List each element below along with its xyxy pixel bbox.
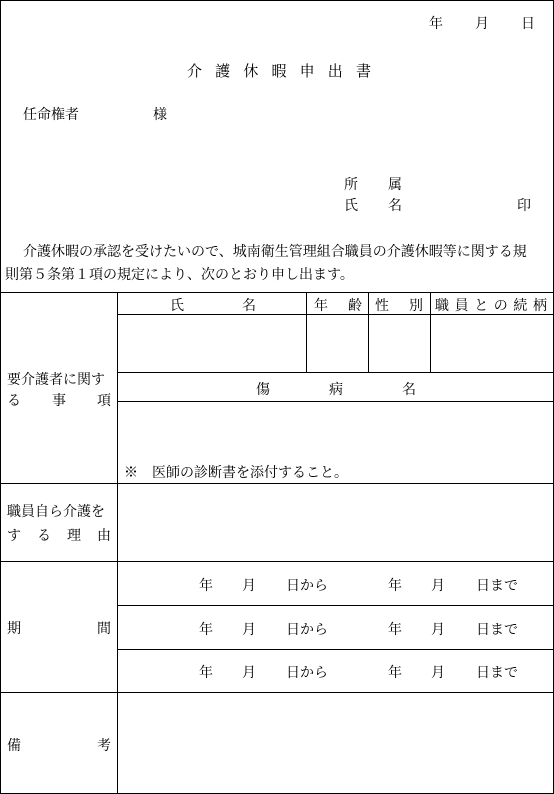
remarks-label: 備 考 (7, 738, 111, 754)
doctor-certificate-note: ※ 医師の診断書を添付すること。 (124, 465, 348, 481)
applicant-name-label: 氏 名 (344, 198, 402, 214)
year-char: 年 (429, 16, 443, 32)
col-header-name: 氏 名 (170, 298, 256, 314)
remarks-cell[interactable] (118, 693, 553, 793)
col-header-age: 年 齢 (314, 298, 362, 314)
reason-cell[interactable] (118, 484, 553, 561)
col-header-sex: 性 別 (375, 298, 423, 314)
affiliation-label: 所 属 (344, 177, 402, 193)
col-header-relation: 職 員 と の 続 柄 (435, 298, 547, 314)
care-section-label-line1: 要介護者に関す (7, 372, 105, 388)
honorific: 様 (153, 107, 167, 123)
recipient-relation-cell[interactable] (431, 315, 553, 372)
care-section-label-line2: る 事 項 (7, 393, 111, 409)
addressee-label: 任命権者 (23, 107, 79, 123)
period-label: 期 間 (7, 621, 111, 637)
period-row[interactable]: 年 月 日から 年 月 日まで (199, 622, 518, 638)
intro-line-2: 則第５条第１項の規定により、次のとおり申し出ます。 (5, 267, 354, 283)
reason-label-line1: 職員自ら介護を (7, 504, 105, 520)
intro-line-1: 介護休暇の承認を受けたいので、城南衛生管理組合職員の介護休暇等に関する規 (23, 244, 527, 260)
day-char: 日 (521, 16, 535, 32)
illness-name-cell[interactable] (118, 402, 553, 460)
illness-header: 傷 病 名 (256, 382, 416, 398)
recipient-name-cell[interactable] (118, 315, 306, 372)
date-line (429, 13, 535, 33)
recipient-age-cell[interactable] (307, 315, 368, 372)
month-char: 月 (475, 16, 489, 32)
period-row[interactable]: 年 月 日から 年 月 日まで (199, 665, 518, 681)
form-title: 介 護 休 暇 申 出 書 (187, 62, 371, 80)
recipient-sex-cell[interactable] (369, 315, 430, 372)
period-row[interactable]: 年 月 日から 年 月 日まで (199, 578, 518, 594)
seal-mark: 印 (517, 198, 531, 214)
reason-label-line2: す る 理 由 (7, 528, 111, 544)
